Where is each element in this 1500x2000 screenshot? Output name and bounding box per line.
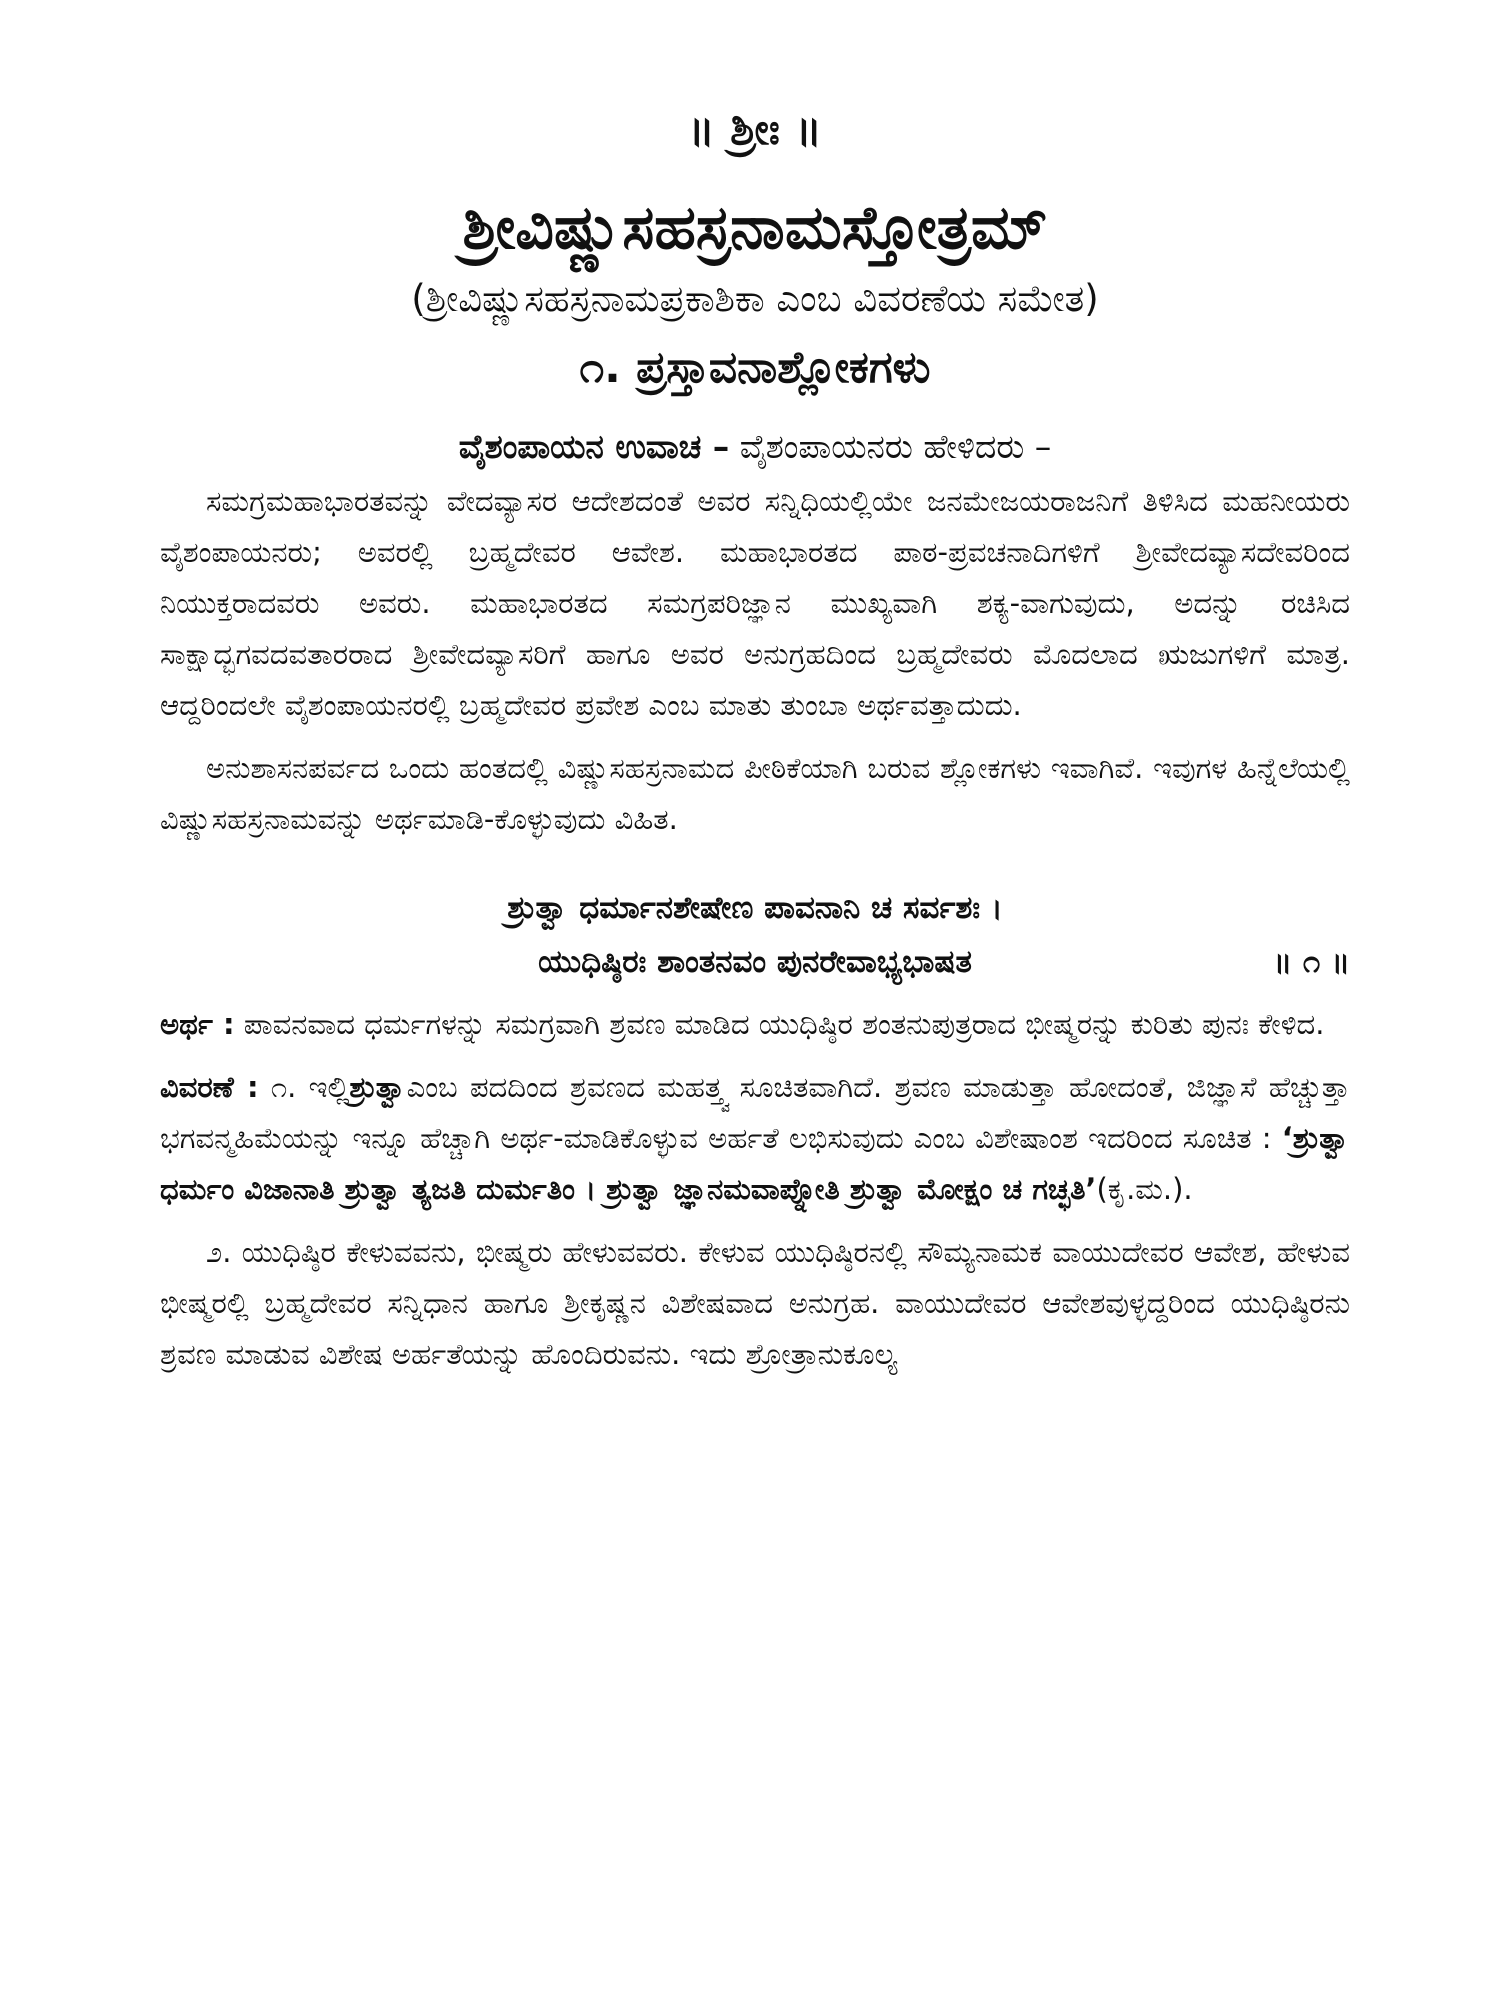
- meaning-paragraph: [160, 999, 1350, 1050]
- explanation-paragraph: [160, 1062, 1350, 1215]
- intro-paragraph: ಸಮಗ್ರಮಹಾಭಾರತವನ್ನು ವೇದವ್ಯಾಸರ ಆದೇಶದಂತೆ ಅವರ ಸನ್ನಿಧಿಯಲ್ಲಿಯೇ ಜನಮೇಜಯರಾಜನಿಗೆ ತಿಳಿಸಿದ ಮಹನೀಯರು ವೈಶಂಪಾಯನರು; ಅವರಲ್ಲಿ ಬ್ರಹ್ಮದೇವರ ಆವೇಶ. ಮಹಾಭಾರತದ ಪಾಠ-ಪ್ರವಚನಾದಿಗಳಿಗೆ ಶ್ರೀವೇದವ್ಯಾಸದೇವರಿಂದ ನಿಯುಕ್ತರಾದವರು ಅವರು. ಮಹಾಭಾರತದ ಸಮಗ್ರಪರಿಜ್ಞಾನ ಮುಖ್ಯವಾಗಿ ಶಕ್ಯ-ವಾಗುವುದು, ಅದನ್ನು ರಚಿಸಿದ ಸಾಕ್ಷಾದ್ಭಗವದವತಾರರಾದ ಶ್ರೀವೇದವ್ಯಾಸರಿಗೆ ಹಾಗೂ ಅವರ ಅನುಗ್ರಹದಿಂದ ಬ್ರಹ್ಮದೇವರು ಮೊದಲಾದ ಋಜುಗಳಿಗೆ ಮಾತ್ರ. ಆದ್ದರಿಂದಲೇ ವೈಶಂಪಾಯನರಲ್ಲಿ ಬ್ರಹ್ಮದೇವರ ಪ್ರವೇಶ ಎಂಬ ಮಾತು ತುಂಬಾ ಅರ್ಥವತ್ತಾದುದು.: [160, 484, 1350, 722]
- explanation-quote: ‘ಶ್ರುತ್ವಾ ಧರ್ಮಂ ವಿಜಾನಾತಿ ಶ್ರುತ್ವಾ ತ್ಯಜತಿ ದುರ್ಮತಿಂ । ಶ್ರುತ್ವಾ ಜ್ಞಾನಮವಾಪ್ನೋತಿ ಶ್ರುತ್ವಾ ಮೋಕ್ಷಂ ಚ ಗಚ್ಛತಿ’: [160, 1121, 1350, 1206]
- explanation-paragraph: ೨. ಯುಧಿಷ್ಠಿರ ಕೇಳುವವನು, ಭೀಷ್ಮರು ಹೇಳುವವರು. ಕೇಳುವ ಯುಧಿಷ್ಠಿರನಲ್ಲಿ ಸೌಮ್ಯನಾಮಕ ವಾಯುದೇವರ ಆವೇಶ, ಹೇಳುವ ಭೀಷ್ಮರಲ್ಲಿ ಬ್ರಹ್ಮದೇವರ ಸನ್ನಿಧಾನ ಹಾಗೂ ಶ್ರೀಕೃಷ್ಣನ ವಿಶೇಷವಾದ ಅನುಗ್ರಹ. ವಾಯುದೇವರ ಆವೇಶವುಳ್ಳದ್ದರಿಂದ ಯುಧಿಷ್ಠಿರನು ಶ್ರವಣ ಮಾಡುವ ವಿಶೇಷ ಅರ್ಹತೆಯನ್ನು ಹೊಂದಿರುವನು. ಇದು ಶ್ರೋತ್ರಾನುಕೂಲ್ಯ: [160, 1235, 1350, 1371]
- intro-paragraph: ಅನುಶಾಸನಪರ್ವದ ಒಂದು ಹಂತದಲ್ಲಿ ವಿಷ್ಣುಸಹಸ್ರನಾಮದ ಪೀಠಿಕೆಯಾಗಿ ಬರುವ ಶ್ಲೋಕಗಳು ಇವಾಗಿವೆ. ಇವುಗಳ ಹಿನ್ನೆಲೆಯಲ್ಲಿ ವಿಷ್ಣುಸಹಸ್ರನಾಮವನ್ನು ಅರ್ಥಮಾಡಿ-ಕೊಳ್ಳುವುದು ವಿಹಿತ.: [160, 751, 1350, 836]
- meaning-text: ಪಾವನವಾದ ಧರ್ಮಗಳನ್ನು ಸಮಗ್ರವಾಗಿ ಶ್ರವಣ ಮಾಡಿದ ಯುಧಿಷ್ಠಿರ ಶಂತನುಪುತ್ರರಾದ ಭೀಷ್ಮರನ್ನು ಕುರಿತು ಪುನಃ ಕೇಳಿದ.: [243, 1007, 1325, 1041]
- speaker-gloss: ವೈಶಂಪಾಯನರು ಹೇಳಿದರು –: [739, 427, 1052, 466]
- explanation-keyword: ಶ್ರುತ್ವಾ: [349, 1070, 407, 1104]
- shloka-line-text: ಯುಧಿಷ್ಠಿರಃ ಶಾಂತನವಂ ಪುನರೇವಾಭ್ಯಭಾಷತ: [538, 944, 972, 980]
- explanation-number: ೧. ಇಲ್ಲಿ: [270, 1070, 350, 1104]
- document-page: [160, 100, 1350, 1980]
- page-subtitle: (ಶ್ರೀವಿಷ್ಣುಸಹಸ್ರನಾಮಪ್ರಕಾಶಿಕಾ ಎಂಬ ವಿವರಣೆಯ ಸಮೇತ): [411, 277, 1099, 320]
- shloka-line-text: ಶ್ರುತ್ವಾ ಧರ್ಮಾನಶೇಷೇಣ ಪಾವನಾನಿ ಚ ಸರ್ವಶಃ ।: [507, 890, 1003, 926]
- speaker-line: [160, 422, 1350, 472]
- invocation-heading: ॥ ಶ್ರೀಃ ॥: [688, 104, 822, 155]
- shloka-line: [160, 881, 1350, 935]
- speaker-term: ವೈಶಂಪಾಯನ ಉವಾಚ –: [458, 427, 730, 466]
- section-heading: ೧. ಪ್ರಸ್ತಾವನಾಶ್ಲೋಕಗಳು: [579, 342, 931, 393]
- shloka-verse: [160, 881, 1350, 989]
- meaning-label: ಅರ್ಥ :: [160, 1007, 235, 1041]
- verse-number: ॥ ೧ ॥: [1273, 944, 1350, 980]
- explanation-text: ಎಂಬ ಪದದಿಂದ ಶ್ರವಣದ ಮಹತ್ತ್ವ ಸೂಚಿತವಾಗಿದೆ. ಶ್ರವಣ ಮಾಡುತ್ತಾ ಹೋದಂತೆ, ಜಿಜ್ಞಾಸೆ ಹೆಚ್ಚುತ್ತಾ ಭಗವನ್ಮಹಿಮೆಯನ್ನು ಇನ್ನೂ ಹೆಚ್ಚಾಗಿ ಅರ್ಥ-ಮಾಡಿಕೊಳ್ಳುವ ಅರ್ಹತೆ ಲಭಿಸುವುದು ಎಂಬ ವಿಶೇಷಾಂಶ ಇದರಿಂದ ಸೂಚಿತ :: [160, 1070, 1350, 1155]
- explanation-source: (ಕೃ.ಮ.).: [1096, 1172, 1193, 1206]
- explanation-label: ವಿವರಣೆ :: [160, 1070, 259, 1104]
- page-title: ಶ್ರೀವಿಷ್ಣುಸಹಸ್ರನಾಮಸ್ತೋತ್ರಮ್: [462, 193, 1048, 263]
- shloka-line: [160, 935, 1350, 989]
